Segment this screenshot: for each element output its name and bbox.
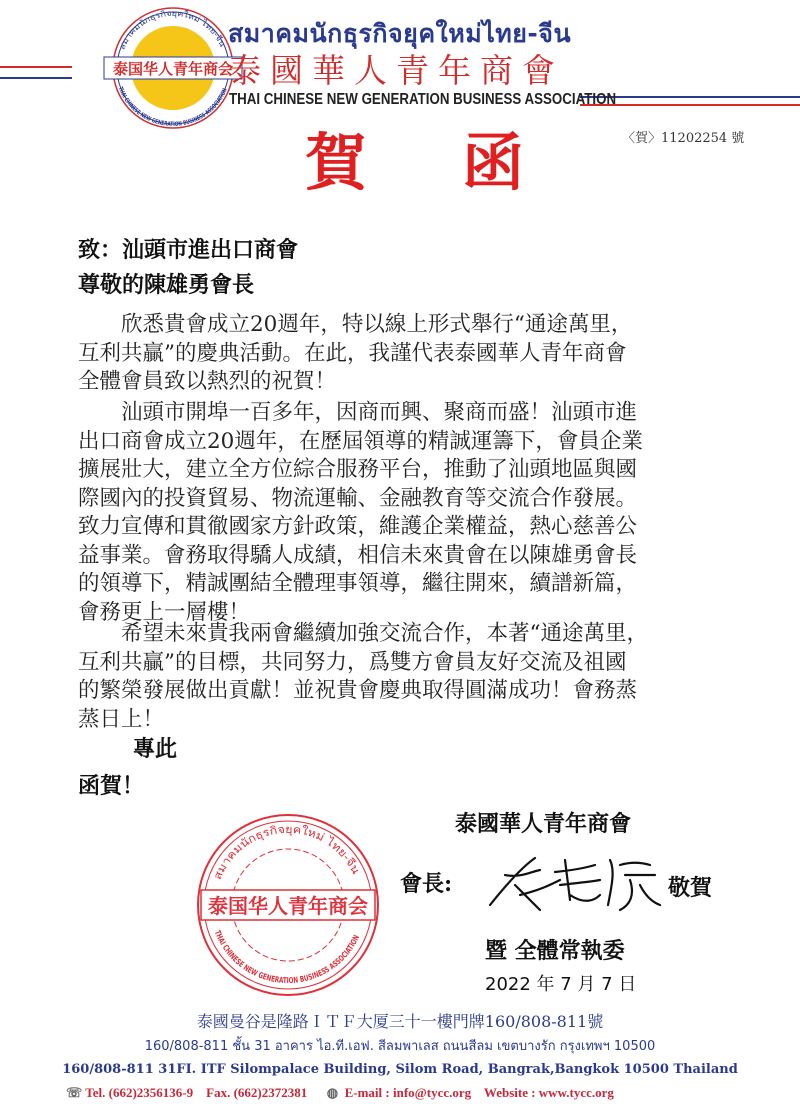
svg-text:THAI CHINESE NEW GENERATION BU: THAI CHINESE NEW GENERATION BUSINESS ASSOCIATION <box>212 929 362 986</box>
footer-website[interactable]: Website : www.tycc.org <box>483 1085 614 1100</box>
paragraph-3: 希望未來貴我兩會繼續加強交流合作，本著“通途萬里， 互利共贏”的目標，共同努力，爲雙方會員友好交流及祖國 的繁榮發展做出貢獻！並祝貴會慶典取得圓滿成功！會務蒸 蒸日上！ <box>78 621 648 732</box>
recipient-org: 致：汕頭市進出口商會 <box>78 237 299 263</box>
signature-org: 泰國華人青年商會 <box>455 811 632 837</box>
footer-address-english: 160/808-811 31FI. ITF Silompalace Building, Silom Road, Bangrak,Bangkok 10500 Thailand <box>62 1062 738 1077</box>
footer-fax: Fax. (662)2372381 <box>206 1085 308 1100</box>
svg-text:泰国华人青年商会: 泰国华人青年商会 <box>208 894 368 918</box>
president-label: 會長: <box>400 871 453 897</box>
paragraph-1: 欣悉貴會成立20週年，特以線上形式舉行“通途萬里， 互利共贏”的慶典活動。在此，我謹代表泰國華人青年商會 全體會員致以熱烈的祝賀！ <box>78 312 633 394</box>
association-name-thai: สมาคมนักธุรกิจยุคใหม่ไทย-จีน <box>228 19 572 48</box>
header-rule-blue-left <box>0 77 72 79</box>
footer-address-thai: 160/808-811 ชั้น 31 อาคาร ไอ.ที.เอฟ. สีลมพาเลส ถนนสีลม เขตบางรัก กรุงเทพฯ 10500 <box>144 1039 656 1054</box>
closing-line-1: 專此 <box>133 736 178 762</box>
telephone-icon: ☏ <box>66 1085 83 1100</box>
globe-icon: ◍ <box>326 1085 339 1100</box>
letter-date: 2022 年 7 月 7 日 <box>485 974 637 995</box>
handwritten-signature <box>480 850 665 920</box>
regards-text: 敬賀 <box>668 875 713 901</box>
header-rule-red-left <box>0 66 72 68</box>
svg-text:泰国华人青年商会: 泰国华人青年商会 <box>112 60 234 78</box>
association-logo <box>100 6 246 130</box>
svg-text:สมาคมนักธุรกิจยุคใหม่ ไทย-จีน: สมาคมนักธุรกิจยุคใหม่ ไทย-จีน <box>117 8 227 51</box>
committee-text: 暨 全體常執委 <box>485 938 625 964</box>
footer-email[interactable]: E-mail : info@tycc.org <box>344 1085 472 1100</box>
association-seal <box>195 812 381 998</box>
footer-tel: Tel. (662)2356136-9 <box>85 1085 194 1100</box>
association-name-english: THAI CHINESE NEW GENERATION BUSINESS ASSOCIATION <box>229 91 617 108</box>
association-name-chinese: 泰國華人青年商會 <box>228 51 564 90</box>
title-char-2: 函 <box>462 126 525 199</box>
paragraph-2: 汕頭市開埠一百多年，因商而興、聚商而盛！汕頭市進 出口商會成立20週年，在歷屆領導的精誠運籌下，會員企業 擴展壯大，建立全方位綜合服務平台，推動了汕頭地區與國 際國內的投資貿易、物流運輸、金融教育等交流合作發展。 致力宣傳和貫徹國家方針政策，維護企業權益，熱心慈善公 益事業。會務取得驕人成績，相信未來貴會在以陳雄勇會長 的領導下，精誠團結全體理事領導，繼往開來，續譜新篇， 會務更上一層樓！ <box>78 400 643 625</box>
footer-contact <box>66 1084 614 1102</box>
footer-address-chinese: 泰國曼谷是隆路ＩＴＦ大厦三十一樓門牌160/808-811號 <box>196 1012 604 1031</box>
title-char-1: 賀 <box>305 126 368 199</box>
closing-line-2: 函賀！ <box>78 773 145 799</box>
svg-text:THAI CHINESE NEW GENERATION BU: THAI CHINESE NEW GENERATION BUSINESS ASSOCIATION <box>116 85 230 128</box>
recipient-salutation: 尊敬的陳雄勇會長 <box>78 272 255 298</box>
svg-text:สมาคมนักธุรกิจยุคใหม่ ไทย-จีน: สมาคมนักธุรกิจยุคใหม่ ไทย-จีน <box>210 822 362 882</box>
reference-number: 〈賀〉11202254 號 <box>622 131 745 146</box>
